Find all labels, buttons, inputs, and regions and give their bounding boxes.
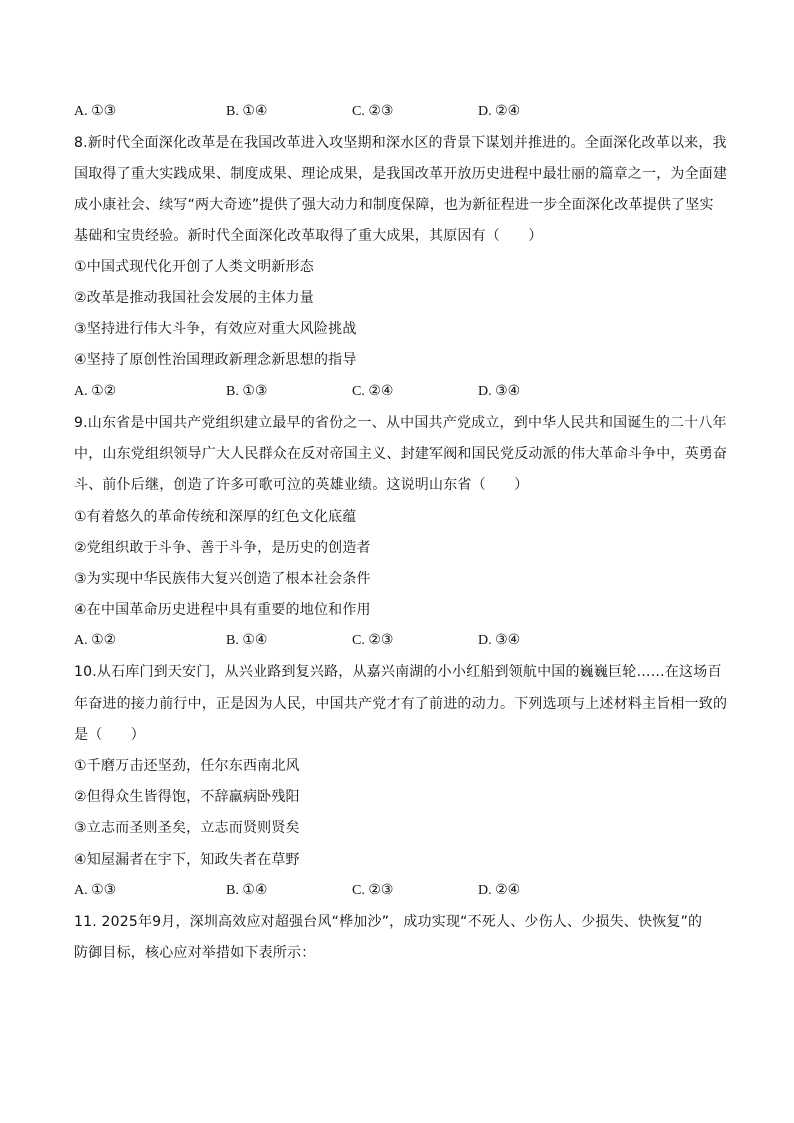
- q8-item-2: ②改革是推动我国社会发展的主体力量: [74, 290, 314, 306]
- q11-stem-line: 11. 2025年9月，深圳高效应对超强台风“桦加沙”，成功实现“不死人、少伤人、少损失、快恢复”的: [74, 914, 703, 930]
- q10-item-3: ③立志而圣则圣矣，立志而贤则贤矣: [74, 820, 300, 836]
- q8-option-c[interactable]: C. ②④: [352, 384, 394, 399]
- q11-stem-line: 防御目标，核心应对举措如下表所示：: [74, 945, 316, 961]
- q9-item-4: ④在中国革命历史进程中具有重要的地位和作用: [74, 602, 371, 618]
- q8-stem-line: 国取得了重大实践成果、制度成果、理论成果，是我国改革开放历史进程中最壮丽的篇章之一，为全面建: [74, 166, 728, 182]
- q9-stem-line: 斗、前仆后继，创造了许多可歌可泣的英雄业绩。这说明山东省（ ）: [74, 477, 529, 493]
- q9-item-1: ①有着悠久的革命传统和深厚的红色文化底蕴: [74, 509, 357, 525]
- q8-item-4: ④坚持了原创性治国理政新理念新思想的指导: [74, 352, 357, 368]
- q10-item-4: ④知屋漏者在宇下，知政失者在草野: [74, 852, 300, 868]
- q8-stem-line: 基础和宝贵经验。新时代全面深化改革取得了重大成果，其原因有（ ）: [74, 228, 543, 244]
- q7-option-c[interactable]: C. ②③: [352, 104, 394, 119]
- q10-item-2: ②但得众生皆得饱，不辞羸病卧残阳: [74, 789, 300, 805]
- q8-options: [74, 382, 724, 402]
- q7-option-d[interactable]: D. ②④: [478, 104, 521, 119]
- q10-stem-line: 年奋进的接力前行中，正是因为人民，中国共产党才有了前进的动力。下列选项与上述材料主旨相一致的: [74, 696, 728, 712]
- q8-item-1: ①中国式现代化开创了人类文明新形态: [74, 259, 314, 275]
- q10-stem-line: 10.从石库门到天安门，从兴业路到复兴路，从嘉兴南湖的小小红船到领航中国的巍巍巨轮……在这场百: [74, 664, 722, 680]
- q9-options: [74, 631, 724, 651]
- q10-options: [74, 881, 724, 901]
- q9-option-a[interactable]: A. ①②: [74, 633, 117, 648]
- q8-option-a[interactable]: A. ①②: [74, 384, 117, 399]
- q9-stem-line: 中，山东党组织领导广大人民群众在反对帝国主义、封建军阀和国民党反动派的伟大革命斗争中，英勇奋: [74, 446, 728, 462]
- q10-item-1: ①千磨万击还坚劲，任尔东西南北风: [74, 758, 300, 774]
- q9-option-d[interactable]: D. ③④: [478, 633, 521, 648]
- q8-item-3: ③坚持进行伟大斗争，有效应对重大风险挑战: [74, 321, 357, 337]
- q9-stem-line: 9.山东省是中国共产党组织建立最早的省份之一、从中国共产党成立，到中华人民共和国诞生的二十八年: [74, 415, 727, 431]
- q9-option-b[interactable]: B. ①④: [226, 633, 268, 648]
- q8-stem-line: 成小康社会、续写“两大奇迹”提供了强大动力和制度保障，也为新征程进一步全面深化改革提供了坚实: [74, 197, 714, 213]
- q8-option-b[interactable]: B. ①③: [226, 384, 268, 399]
- q8-option-d[interactable]: D. ③④: [478, 384, 521, 399]
- q10-stem-line: 是（ ）: [74, 727, 145, 743]
- q8-stem-line: 8.新时代全面深化改革是在我国改革进入攻坚期和深水区的背景下谋划并推进的。全面深化改革以来，我: [74, 135, 727, 151]
- q7-option-a[interactable]: A. ①③: [74, 104, 117, 119]
- q10-option-b[interactable]: B. ①④: [226, 883, 268, 898]
- q10-option-d[interactable]: D. ②④: [478, 883, 521, 898]
- q9-item-2: ②党组织敢于斗争、善于斗争，是历史的创造者: [74, 540, 371, 556]
- q9-item-3: ③为实现中华民族伟大复兴创造了根本社会条件: [74, 571, 371, 587]
- q9-option-c[interactable]: C. ②③: [352, 633, 394, 648]
- q7-option-b[interactable]: B. ①④: [226, 104, 268, 119]
- q10-option-c[interactable]: C. ②③: [352, 883, 394, 898]
- q7-options: [74, 102, 724, 122]
- q10-option-a[interactable]: A. ①③: [74, 883, 117, 898]
